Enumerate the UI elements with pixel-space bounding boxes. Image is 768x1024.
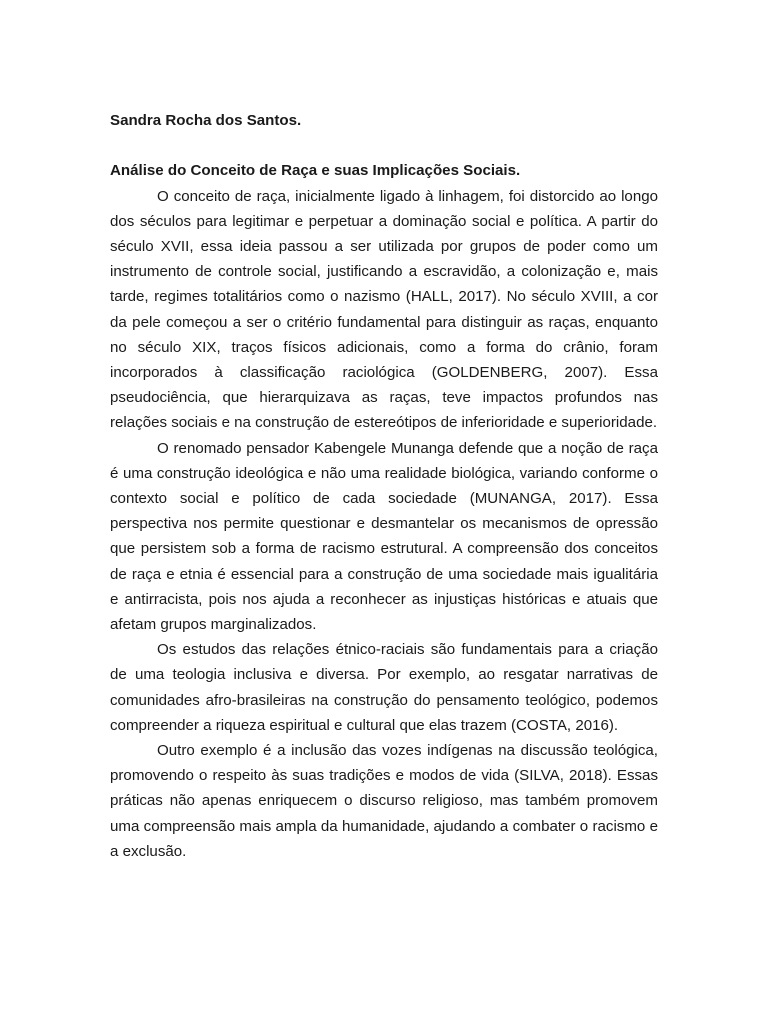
paragraph: O conceito de raça, inicialmente ligado à linhagem, foi distorcido ao longo dos séculos para legitimar e perpetuar a dominação social e política. A partir do século XVII, essa ideia passou a ser utilizada por grupos de poder como um instrumento de controle social, justificando a escravidão, a colonização e, mais tarde, regimes totalitários como o nazismo (HALL, 2017). No século XVIII, a cor da pele começou a ser o critério fundamental para distinguir as raças, enquanto no século XIX, traços físicos adicionais, como a forma do crânio, foram incorporados à classificação raciológica (GOLDENBERG, 2007). Essa pseudociência, que hierarquizava as raças, teve impactos profundos nas relações sociais e na construção de estereótipos de inferioridade e superioridade.: [110, 187, 658, 432]
document-title: Análise do Conceito de Raça e suas Implicações Sociais.: [110, 162, 521, 180]
blank-line: [110, 133, 658, 158]
paragraph: Outro exemplo é a inclusão das vozes indígenas na discussão teológica, promovendo o respeito às suas tradições e modos de vida (SILVA, 2018). Essas práticas não apenas enriquecem o discurso religioso, mas também promovem uma compreensão mais ampla da humanidade, ajudando a combater o racismo e a exclusão.: [110, 742, 658, 860]
author-name: Sandra Rocha dos Santos.: [110, 112, 302, 129]
document-body: [110, 108, 658, 864]
paragraph: O renomado pensador Kabengele Munanga defende que a noção de raça é uma construção ideológica e não uma realidade biológica, variando conforme o contexto social e político de cada sociedade (MUNANGA, 2017). Essa perspectiva nos permite questionar e desmantelar os mecanismos de opressão que persistem sob a forma de racismo estrutural. A compreensão dos conceitos de raça e etnia é essencial para a construção de uma sociedade mais igualitária e antirracista, pois nos ajuda a reconhecer as injustiças históricas e atuais que afetam grupos marginalizados.: [110, 439, 658, 634]
paragraph: Os estudos das relações étnico-raciais são fundamentais para a criação de uma teologia inclusiva e diversa. Por exemplo, ao resgatar narrativas de comunidades afro-brasileiras na construção do pensamento teológico, podemos compreender a riqueza espiritual e cultural que elas trazem (COSTA, 2016).: [110, 641, 658, 734]
